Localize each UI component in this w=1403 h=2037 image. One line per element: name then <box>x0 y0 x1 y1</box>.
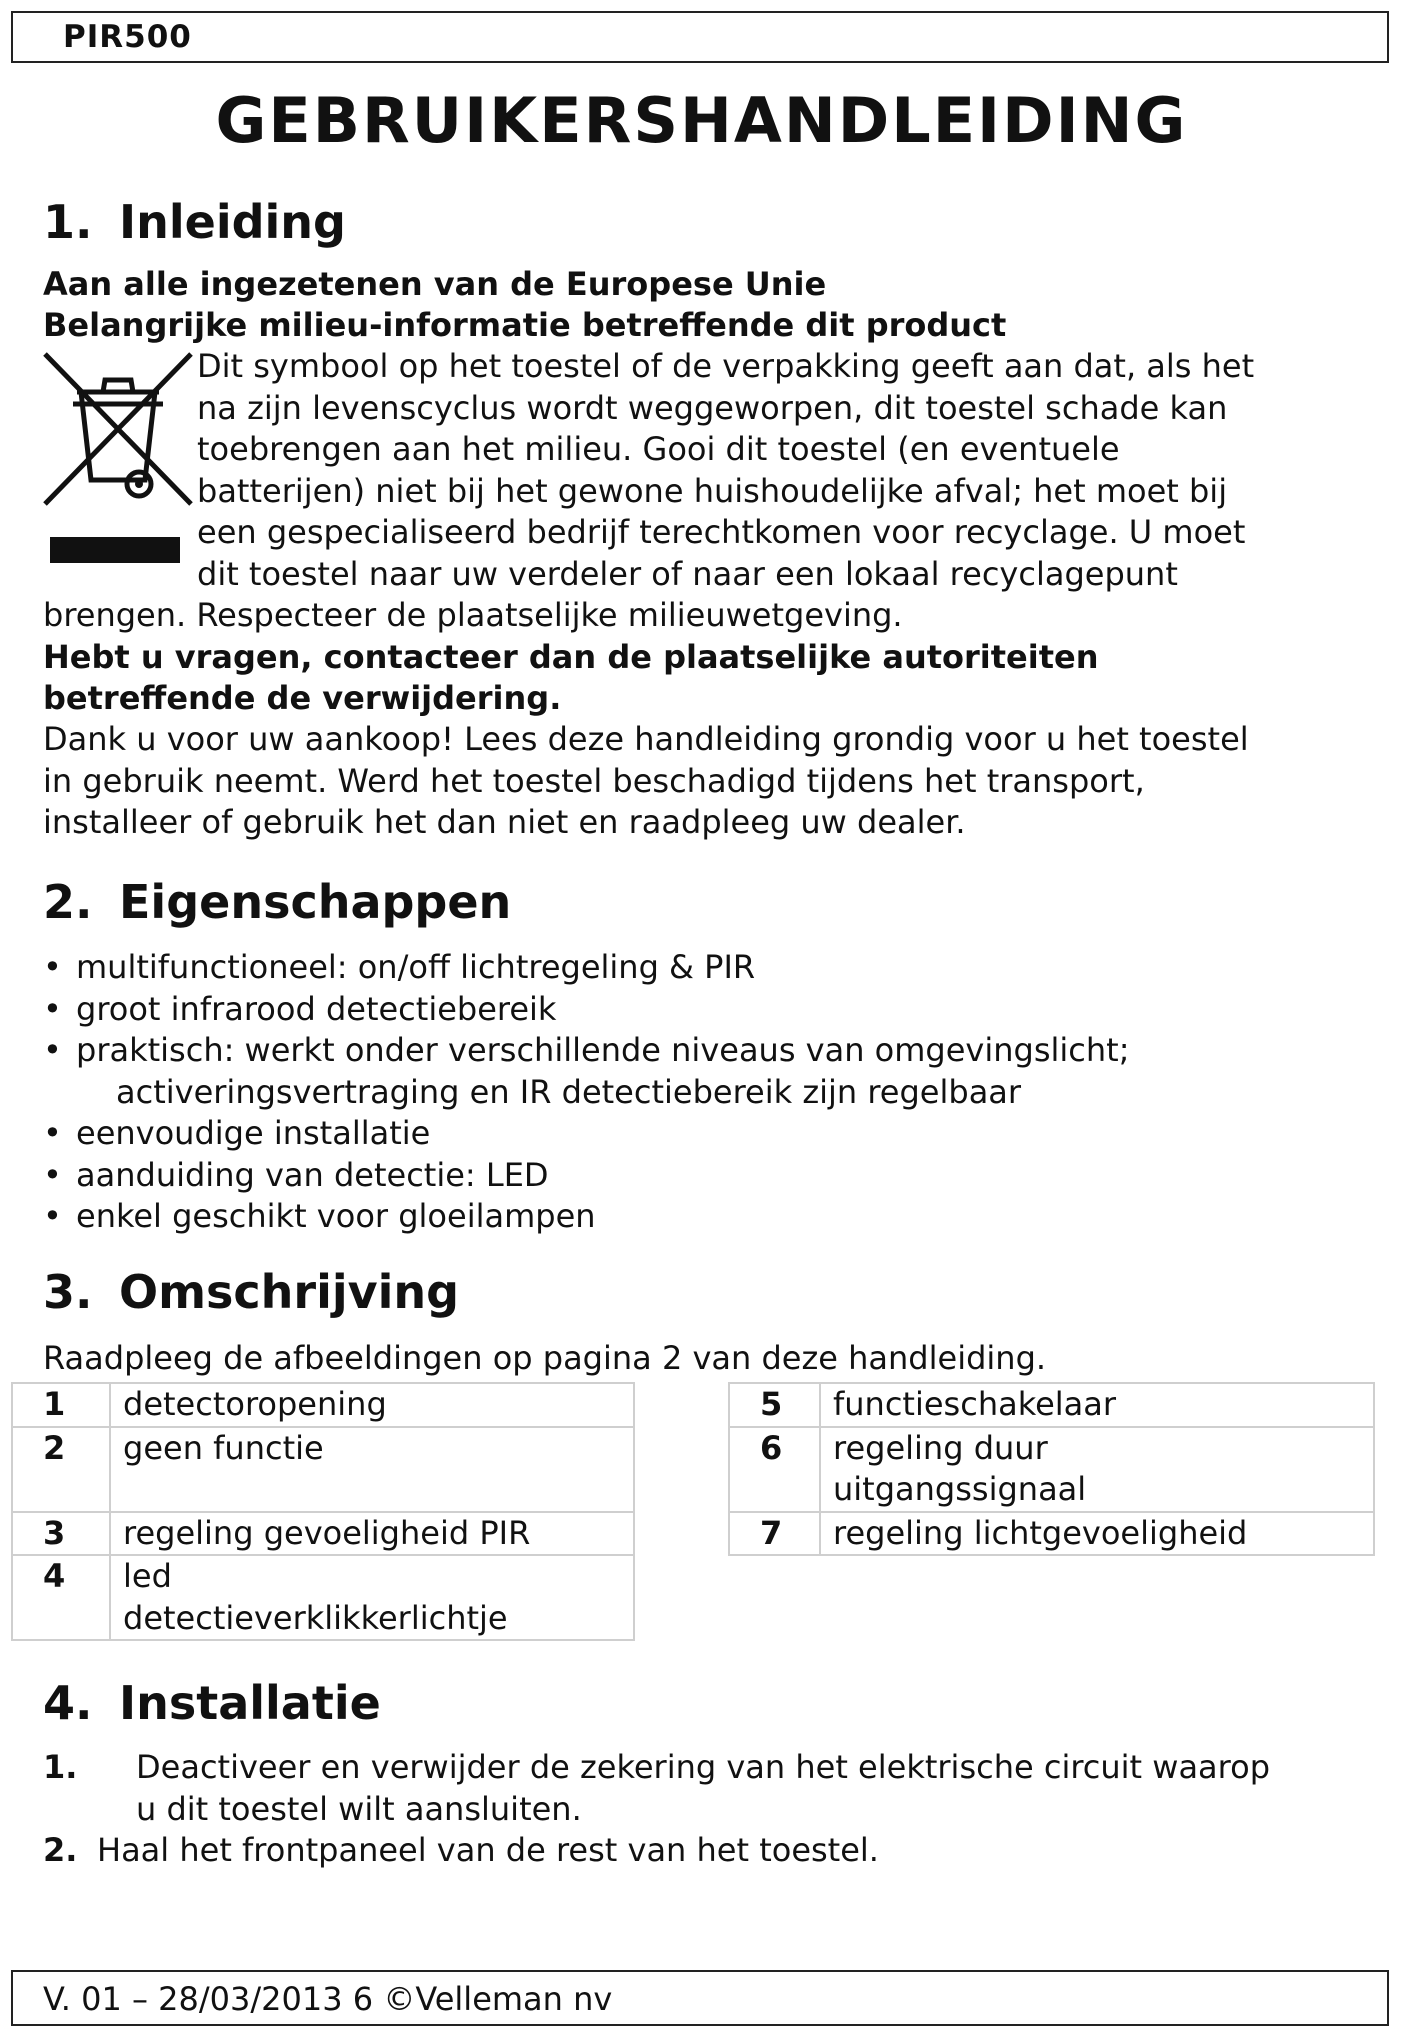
part-description <box>110 1427 634 1512</box>
section-number: 1. <box>43 195 93 249</box>
list-item <box>43 1196 1130 1238</box>
black-bar-mark <box>50 537 180 563</box>
part-description <box>820 1427 1374 1512</box>
part-description <box>110 1555 634 1640</box>
wee-line: toebrengen aan het milieu. Gooi dit toestel (en eventuele <box>197 430 1120 468</box>
question-line: Hebt u vragen, contacteer dan de plaatselijke autoriteiten <box>43 638 1099 676</box>
part-description <box>820 1383 1374 1427</box>
feature-text: multifunctioneel: on/off lichtregeling & PIR <box>76 948 756 986</box>
section-number: 2. <box>43 875 93 929</box>
step-text: Haal het frontpaneel van de rest van het toestel. <box>97 1831 879 1869</box>
list-item <box>43 1155 1130 1197</box>
parts-table-left <box>11 1382 635 1641</box>
step-number: 2. <box>43 1831 78 1869</box>
part-description-line: led <box>123 1557 172 1595</box>
footer-box <box>11 1970 1389 2026</box>
part-description-line: detectieverklikkerlichtje <box>123 1598 508 1637</box>
step-text: Deactiveer en verwijder de zekering van het elektrische circuit waarop <box>136 1748 1270 1786</box>
part-number: 6 <box>729 1427 820 1512</box>
table-row <box>12 1512 634 1556</box>
feature-text: groot infrarood detectiebereik <box>76 989 557 1028</box>
section-title: Inleiding <box>119 195 346 249</box>
question-line: betreffende de verwijdering. <box>43 679 562 717</box>
thanks-line: Dank u voor uw aankoop! Lees deze handleiding grondig voor u het toestel <box>43 720 1249 758</box>
table-row <box>12 1427 634 1512</box>
step-text-continuation: u dit toestel wilt aansluiten. <box>136 1789 582 1828</box>
wee-line: Dit symbool op het toestel of de verpakking geeft aan dat, als het <box>197 347 1255 385</box>
section-heading-features <box>43 875 511 929</box>
part-description-line: regeling gevoeligheid PIR <box>123 1513 531 1552</box>
section-title: Eigenschappen <box>119 875 512 929</box>
part-description <box>110 1512 634 1556</box>
part-number: 4 <box>12 1555 110 1640</box>
table-row <box>12 1555 634 1640</box>
footer-text: V. 01 – 28/03/2013 6 ©Velleman nv <box>43 1980 613 2018</box>
eu-residents-line: Aan alle ingezetenen van de Europese Unie <box>43 265 827 303</box>
wee-line: batterijen) niet bij het gewone huishoudelijke afval; het moet bij <box>197 471 1228 510</box>
part-description <box>110 1383 634 1427</box>
features-list <box>43 947 1130 1238</box>
part-description-line: regeling lichtgevoeligheid <box>833 1513 1248 1552</box>
section-title: Installatie <box>119 1676 381 1730</box>
product-code: PIR500 <box>63 19 192 55</box>
table-row <box>12 1383 634 1427</box>
table-row <box>729 1383 1374 1427</box>
step-number: 1. <box>43 1748 78 1786</box>
part-number: 7 <box>729 1512 820 1556</box>
thanks-line: installeer of gebruik het dan niet en raadpleeg uw dealer. <box>43 803 966 841</box>
list-item <box>43 1113 1130 1155</box>
section-number: 4. <box>43 1676 93 1730</box>
part-description-line: detectoropening <box>123 1385 387 1423</box>
header-box <box>11 11 1389 63</box>
thanks-line: in gebruik neemt. Werd het toestel beschadigd tijdens het transport, <box>43 762 1145 800</box>
crossed-bin-icon <box>43 352 193 512</box>
section-heading-description <box>43 1265 459 1319</box>
table-row <box>729 1512 1374 1556</box>
installation-steps <box>43 1747 1270 1872</box>
wee-line: een gespecialiseerd bedrijf terechtkomen voor recyclage. U moet <box>197 513 1246 551</box>
parts-table-right <box>728 1382 1375 1556</box>
part-number: 1 <box>12 1383 110 1427</box>
feature-continuation: activeringsvertraging en IR detectiebereik zijn regelbaar <box>116 1072 1022 1111</box>
feature-text: aanduiding van detectie: LED <box>76 1155 549 1194</box>
wee-paragraph <box>197 346 1254 595</box>
list-item <box>43 1830 1270 1872</box>
feature-text: praktisch: werkt onder verschillende niveaus van omgevingslicht; <box>76 1031 1130 1069</box>
part-number: 2 <box>12 1427 110 1512</box>
feature-text: enkel geschikt voor gloeilampen <box>76 1197 596 1235</box>
list-item <box>43 947 1130 989</box>
part-number: 5 <box>729 1383 820 1427</box>
list-item <box>43 1747 1270 1830</box>
part-description <box>820 1512 1374 1556</box>
feature-text: eenvoudige installatie <box>76 1114 431 1152</box>
part-number: 3 <box>12 1512 110 1556</box>
section-number: 3. <box>43 1265 93 1319</box>
document-title: GEBRUIKERSHANDLEIDING <box>215 84 1188 157</box>
list-item <box>43 1030 1130 1113</box>
section-title: Omschrijving <box>119 1265 460 1319</box>
part-description-line: functieschakelaar <box>833 1385 1117 1423</box>
part-description-line: uitgangssignaal <box>833 1470 1087 1508</box>
wee-line: na zijn levenscyclus wordt weggeworpen, dit toestel schade kan <box>197 388 1228 427</box>
list-item <box>43 989 1130 1031</box>
section-heading-intro <box>43 195 346 249</box>
section-heading-installation <box>43 1676 381 1730</box>
wee-last-line: brengen. Respecteer de plaatselijke milieuwetgeving. <box>43 596 903 634</box>
environment-info-line: Belangrijke milieu-informatie betreffende dit product <box>43 306 1007 344</box>
wee-line: dit toestel naar uw verdeler of naar een lokaal recyclagepunt <box>197 554 1178 593</box>
part-description-line: regeling duur <box>833 1428 1048 1467</box>
table-row <box>729 1427 1374 1512</box>
part-description-line: geen functie <box>123 1428 324 1467</box>
description-intro: Raadpleeg de afbeeldingen op pagina 2 van deze handleiding. <box>43 1339 1047 1377</box>
